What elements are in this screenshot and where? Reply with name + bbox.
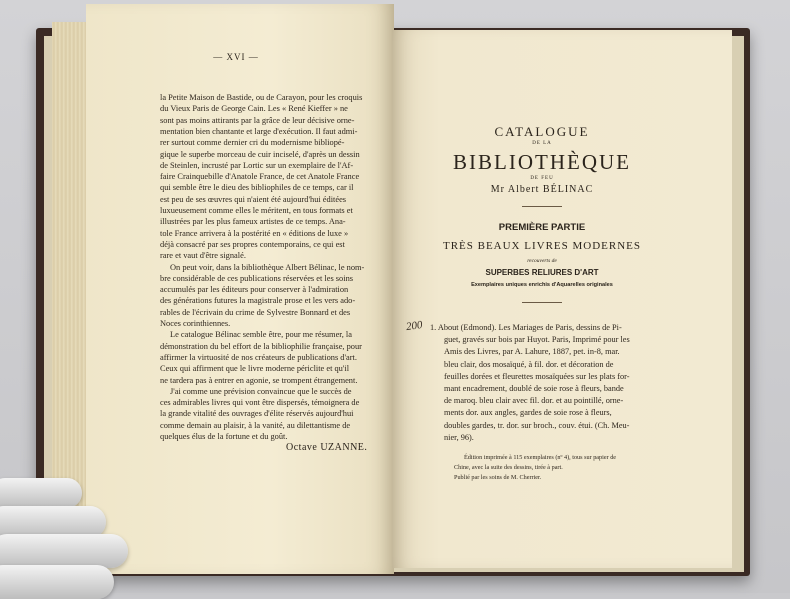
section-tres-beaux: TRÈS BEAUX LIVRES MODERNES <box>442 240 642 252</box>
finger <box>0 478 82 508</box>
heading-de-la: DE LA <box>532 141 552 146</box>
note-line: Édition imprimée à 115 exemplaires (nº 4), tous sur papier de <box>464 454 617 461</box>
finger <box>0 565 114 599</box>
right-page <box>392 30 732 568</box>
body-line: On peut voir, dans la bibliothèque Albert Bélinac, le nom- <box>170 262 365 272</box>
body-line: qui semble être le dieu des bibliophiles de ce temps, car il <box>160 183 354 193</box>
body-line: illustrées par les plus fameux artistes de ce temps. Ana- <box>160 217 346 227</box>
note-line: Chine, avec la suite des dessins, tirée à part. <box>454 464 563 471</box>
body-line: rables de l'écrivain du crime de Sylvestre Bonnard et des <box>160 307 351 317</box>
body-line: est peu de ses œuvres qui n'aient été aujourd'hui éditées <box>160 194 347 204</box>
body-line: faire Crainquebille d'Anatole France, de cet Anatole France <box>160 172 360 182</box>
body-line: gique le superbe morceau de cuir inciselé, d'après un dessin <box>160 149 360 159</box>
body-line: la Petite Maison de Bastide, ou de Carayon, pour les croquis <box>160 93 363 102</box>
divider <box>522 206 562 207</box>
finger <box>0 534 128 568</box>
heading-de-feu: DE FEU <box>530 176 554 181</box>
body-line: Le catalogue Bélinac semble être, pour me résumer, la <box>170 330 352 340</box>
body-line: ces admirables livres qui vont être dispersés, témoignera de <box>160 398 360 408</box>
body-line: luxueusement comme elles le méritent, en tous formats et <box>160 206 353 215</box>
body-line: de Steinlen, incrusté par Lortic sur un exemplaire de l'Af- <box>160 160 354 170</box>
entry-line: Amis des Livres, par A. Lahure, 1887, pet. in-8, mar. <box>444 347 620 357</box>
heading-catalogue: CATALOGUE <box>494 124 590 139</box>
section-premiere-partie: PREMIÈRE PARTIE <box>498 222 586 233</box>
body-line: J'ai comme une prévision convaincue que le succès de <box>170 386 352 396</box>
body-line: ne tardera pas à entrer en agonie, se trompent étrangement. <box>160 375 358 385</box>
body-line: affirmer la virtuosité de nos créateurs de publications d'art. <box>160 352 357 362</box>
mannequin-hand <box>0 470 150 593</box>
entry-line: de maroq. bleu clair avec fil. dor. et au pointillé, orne- <box>444 396 624 406</box>
body-line: Ceux qui affirment que le livre moderne périclite et qu'il <box>160 364 350 374</box>
entry-line: ments dor. aux angles, gardes de soie rose à fleurs, <box>444 408 612 418</box>
body-line: accumulés par les éditeurs pour conserver à l'admiration <box>160 285 349 295</box>
page-number: — XVI — <box>213 52 259 62</box>
body-line: bre considérable de ces publications réservées et les soins <box>160 273 354 283</box>
section-exemplaires: Exemplaires uniques enrichis d'Aquarelles originales <box>471 282 613 288</box>
body-line: la grande vitalité des ouvrages d'élite réservés aujourd'hui <box>160 409 354 419</box>
body-line: Noces corinthiennes. <box>160 319 231 328</box>
section-recouverts: recouverts de <box>527 258 557 264</box>
signature: Octave UZANNE. <box>286 442 368 453</box>
body-line: tole France arrivera à la postérité en « éditions de luxe » <box>160 228 349 238</box>
body-line: rare et vaut d'être signalé. <box>160 251 246 261</box>
entry-line: mant encadrement, doublé de soie rose à fleurs, bande <box>444 384 624 393</box>
section-superbes: SUPERBES RELIURES D'ART <box>485 268 599 277</box>
entry-line: 1. About (Edmond). Les Mariages de Paris, dessins de Pi- <box>430 323 622 332</box>
entry-line: guet, gravés sur bois par Huyot. Paris, Imprimé pour les <box>444 335 630 345</box>
entry-line: bleu clair, dos mosaïqué, à fil. dor. et décoration de <box>444 359 614 369</box>
body-line: sont pas moins attirants par la grâce de leur décisive orne- <box>160 115 355 125</box>
body-line: du Vieux Paris de George Cain. Les « René Kieffer » ne <box>160 104 348 114</box>
heading-bibliotheque: BIBLIOTHÈQUE <box>453 150 631 174</box>
handwritten-price: 200 <box>405 318 424 334</box>
entry-line: nier, 96). <box>444 432 474 442</box>
body-line: déjà consacré par ses propres contemporains, ce qui est <box>160 239 345 249</box>
body-line: mentation bien chantante et large d'exécution. Il faut admi- <box>160 126 358 136</box>
note-line: Publié par les soins de M. Cherrier. <box>454 474 542 481</box>
heading-owner-name: Mr Albert BÉLINAC <box>490 184 594 195</box>
entry-line: feuilles dorées et fleurettes mosaïquées sur les plats for- <box>444 371 630 381</box>
body-line: démonstration du bel effort de la bibliophilie française, pour <box>160 341 362 351</box>
body-line: des générations futures la magistrale prose et les vers ado- <box>160 296 356 306</box>
entry-line: doubles gardes, tr. dor. sur broch., couv. étui. (Ch. Meu- <box>444 420 630 430</box>
divider <box>522 302 562 303</box>
body-line: comme demain au plaisir, à la vanité, au dilettantisme de <box>160 420 351 430</box>
body-line: quelques élus de la fortune et du goût. <box>160 432 288 441</box>
body-line: rer surtout comme dernier cri du modernisme bibliopé- <box>160 138 345 148</box>
